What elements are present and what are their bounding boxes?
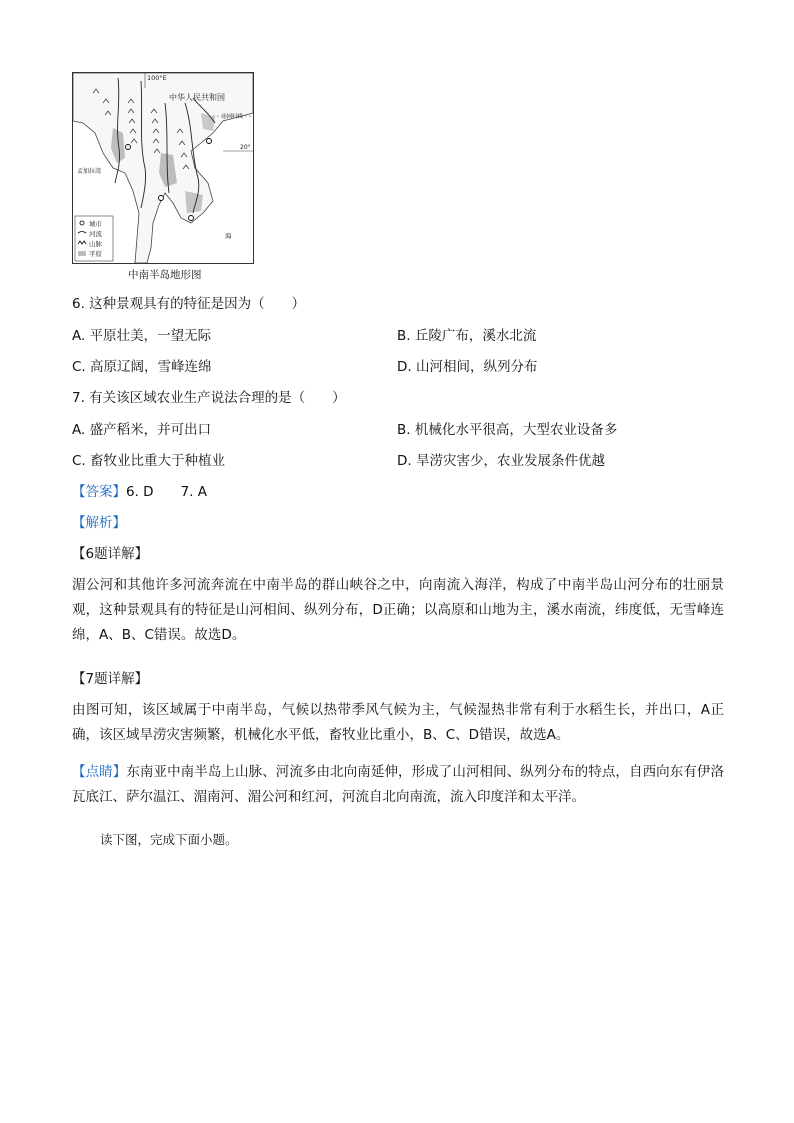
- detail6-label: 【6题详解】: [72, 546, 149, 562]
- tropic-label: 北回归线: [221, 114, 244, 120]
- q7-option-d: D. 旱涝灾害少，农业发展条件优越: [397, 453, 605, 469]
- analysis-label: 【解析】: [72, 515, 126, 531]
- bay-label: 孟加拉湾: [77, 168, 102, 175]
- q7-option-b: B. 机械化水平很高，大型农业设备多: [397, 422, 618, 438]
- city-icon: [80, 221, 84, 225]
- legend-label-plain: 平原: [89, 250, 102, 258]
- answer-text: 6. D 7. A: [126, 484, 207, 500]
- legend-label-river: 河流: [89, 230, 102, 238]
- q7-option-a: A. 盛产稻米，并可出口: [72, 422, 212, 438]
- instruction-text: 读下图，完成下面小题。: [100, 832, 238, 847]
- tip-paragraph: [72, 760, 724, 810]
- tip-text: 东南亚中南半岛上山脉、河流多由北向南延伸，形成了山河相间、纵列分布的特点，自西向东有伊洛瓦底江、萨尔温江、湄南河、湄公河和红河，河流自北向南流，流入印度洋和太平洋。: [72, 764, 725, 805]
- tip-label: 【点睛】: [72, 764, 127, 780]
- q7-stem: 7. 有关该区域农业生产说法合理的是（ ）: [72, 390, 346, 406]
- legend-label-city: 城市: [89, 220, 102, 228]
- detail7-label: 【7题详解】: [72, 671, 149, 687]
- map-drawing: [73, 73, 253, 263]
- q6-option-b: B. 丘陵广布，溪水北流: [397, 328, 537, 344]
- indochina-terrain-map: [72, 72, 254, 264]
- latitude-label: 20°: [240, 144, 251, 151]
- answer-label: 【答案】: [72, 484, 126, 500]
- q6-stem: 6. 这种景观具有的特征是因为（ ）: [72, 296, 306, 312]
- map-caption: 中南半岛地形图: [128, 269, 202, 281]
- q6-option-a: A. 平原壮美，一望无际: [72, 328, 212, 344]
- answer-line: [72, 486, 207, 500]
- q6-option-d: D. 山河相间，纵列分布: [397, 359, 538, 375]
- q7-option-c: C. 畜牧业比重大于种植业: [72, 453, 226, 469]
- q6-option-c: C. 高原辽阔，雪峰连绵: [72, 359, 212, 375]
- longitude-label: 100°E: [147, 74, 167, 82]
- detail7-text: 由图可知，该区域属于中南半岛，气候以热带季风气候为主，气候湿热非常有利于水稻生长，并出口，A正确，该区域旱涝灾害频繁，机械化水平低，畜牧业比重小，B、C、D错误，故选A。: [72, 702, 724, 743]
- plain-icon: [78, 251, 86, 256]
- detail6-text: 湄公河和其他许多河流奔流在中南半岛的群山峡谷之中，向南流入海洋，构成了中南半岛山河分布的壮丽景观，这种景观具有的特征是山河相间、纵列分布，D正确；以高原和山地为主，溪水南流，纬度低，无雪峰连绵，A、B、C错误。故选D。: [72, 577, 724, 643]
- sea-label: 海: [225, 232, 232, 240]
- legend-label-mountain: 山脉: [89, 240, 102, 248]
- country-label: 中华人民共和国: [169, 93, 225, 102]
